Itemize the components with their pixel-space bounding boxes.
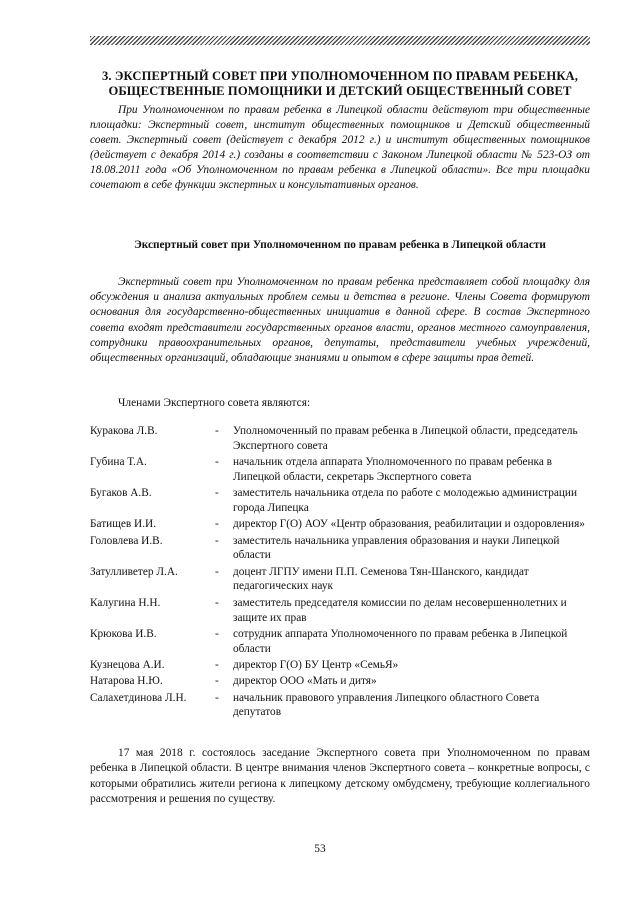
member-row [90, 674, 590, 690]
member-name: Кузнецова А.И. [90, 658, 165, 671]
member-row [90, 455, 590, 486]
member-role: заместитель начальника управления образования и науки Липецкой области [233, 534, 560, 562]
member-name: Затулливетер Л.А. [90, 565, 178, 578]
members-label: Членами Экспертного совета являются: [118, 397, 311, 409]
section-heading-line-2: ОБЩЕСТВЕННЫЕ ПОМОЩНИКИ И ДЕТСКИЙ ОБЩЕСТВЕННЫЙ СОВЕТ [108, 84, 572, 98]
member-dash: - [215, 565, 219, 578]
members-list [90, 424, 590, 722]
member-dash: - [215, 596, 219, 609]
member-dash: - [215, 425, 219, 437]
member-name: Батищев И.И. [90, 518, 157, 531]
member-role: заместитель председателя комиссии по делам несовершеннолетних и защите их прав [233, 596, 567, 624]
member-row [90, 517, 590, 533]
member-dash: - [215, 487, 219, 500]
member-name: Губина Т.А. [90, 456, 147, 469]
section-heading-line-1: 3. ЭКСПЕРТНЫЙ СОВЕТ ПРИ УПОЛНОМОЧЕННОМ ПО ПРАВАМ РЕБЕНКА, [101, 69, 579, 83]
intro-paragraph: При Уполномоченном по правам ребенка в Липецкой области действуют три общественные площадки: Экспертный совет, институт общественных помощников и Детский общественный совет. Экспертный совет (действует с декабря 2012 г.) и институт общественных помощников (действует с декабря 2014 г.) созданы в соответствии с Законом Липецкой области № 523-ОЗ от 18.08.2011 года «Об Уполномоченном по правам ребенка в Липецкой области». Все три площадки сочетают в себе функции экспертных и консультативных органов. [90, 104, 590, 192]
member-role: доцент ЛГПУ имени П.П. Семенова Тян-Шанского, кандидат педагогических наук [233, 565, 529, 593]
member-row [90, 658, 590, 674]
member-name: Головлева И.В. [90, 534, 163, 547]
member-role: директор Г(О) АОУ «Центр образования, реабилитации и оздоровления» [233, 518, 585, 531]
council-subtitle: Экспертный совет при Уполномоченном по правам ребенка в Липецкой области [134, 239, 546, 251]
member-role: директор Г(О) БУ Центр «СемьЯ» [233, 658, 399, 671]
member-dash: - [215, 675, 219, 688]
member-role: сотрудник аппарата Уполномоченного по правам ребенка в Липецкой области [233, 627, 568, 655]
member-dash: - [215, 691, 219, 704]
member-role: начальник правового управления Липецкого областного Совета депутатов [233, 691, 540, 719]
member-role: директор ООО «Мать и дитя» [233, 675, 377, 688]
member-row [90, 627, 590, 658]
member-dash: - [215, 456, 219, 469]
section-heading [90, 69, 590, 99]
header-hatch-bar [90, 36, 590, 45]
member-row [90, 424, 590, 455]
member-row [90, 596, 590, 627]
member-row [90, 565, 590, 596]
member-name: Калугина Н.Н. [90, 596, 161, 609]
page-number: 53 [314, 843, 326, 855]
member-role: Уполномоченный по правам ребенка в Липецкой области, председатель Экспертного совета [233, 425, 578, 452]
member-name: Куракова Л.В. [90, 425, 158, 437]
member-dash: - [215, 658, 219, 671]
member-role: заместитель начальника отдела по работе с молодежью администрации города Липецка [233, 487, 578, 514]
member-row [90, 486, 590, 517]
member-row [90, 691, 590, 722]
member-dash: - [215, 627, 219, 640]
member-dash: - [215, 534, 219, 547]
member-name: Крюкова И.В. [90, 627, 157, 640]
council-description: Экспертный совет при Уполномоченном по правам ребенка представляет собой площадку для обсуждения и анализа актуальных проблем семьи и детства в регионе. Члены Совета формируют основания для государственно-общественных инициатив в данной сфере. В состав Экспертного совета входят представители государственных органов власти, органов местного самоуправления, сотрудники правоохранительных органов, депутаты, представители учебных учреждений, общественных организаций, обладающие знаниями и опытом в сфере защиты прав детей. [90, 276, 590, 365]
member-name: Натарова Н.Ю. [90, 675, 163, 688]
member-role: начальник отдела аппарата Уполномоченного по правам ребенка в Липецкой области, секретарь Экспертного совета [233, 456, 553, 483]
member-dash: - [215, 518, 219, 531]
member-row [90, 534, 590, 565]
member-name: Бугаков А.В. [90, 487, 152, 500]
closing-paragraph: 17 мая 2018 г. состоялось заседание Экспертного совета при Уполномоченном по правам ребенка в Липецкой области. В центре внимания членов Экспертного совета – конкретные вопросы, с которыми обратились жители региона к липецкому детскому омбудсмену, требующие коллегиального рассмотрения и решения по существу. [90, 747, 590, 806]
member-name: Салахетдинова Л.Н. [90, 691, 187, 704]
